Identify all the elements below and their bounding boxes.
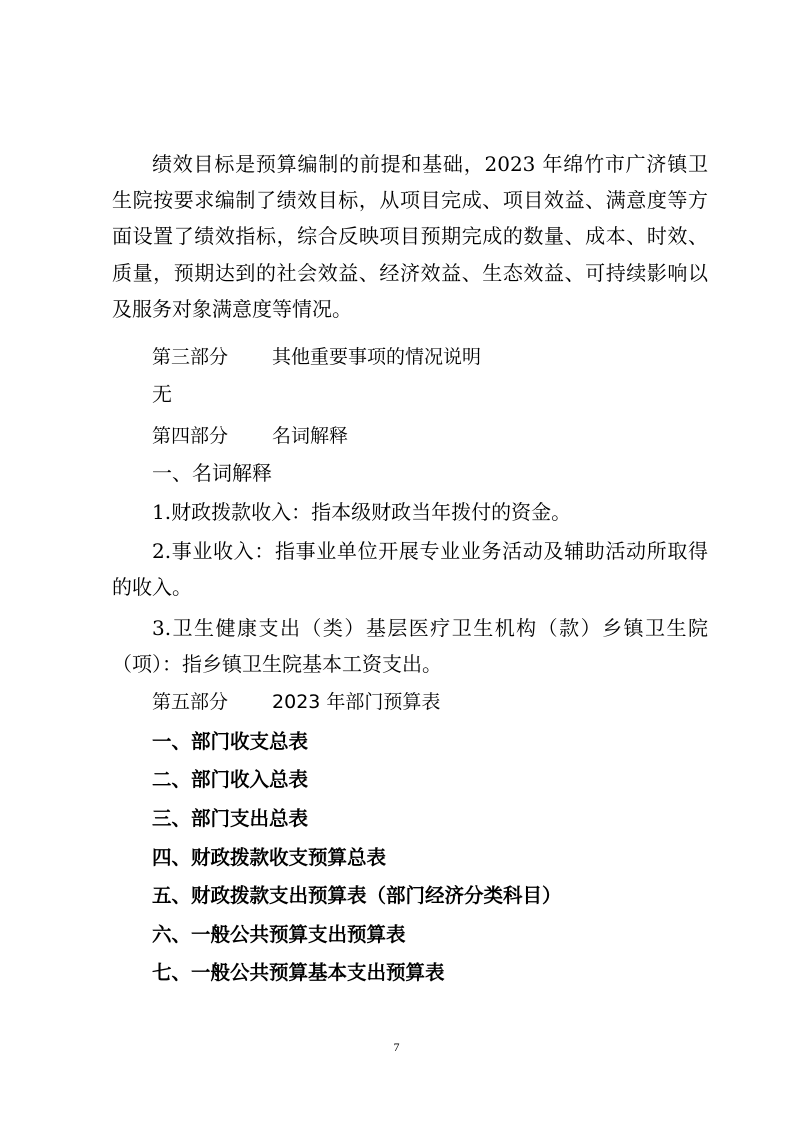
definition-item-1: 1.财政拨款收入：指本级财政当年拨付的资金。 (152, 500, 572, 524)
page-number: 7 (393, 1040, 400, 1054)
table-list-item: 二、部门收入总表 (152, 768, 309, 791)
part5-label: 第五部分 (152, 691, 229, 713)
table-list-item: 三、部门支出总表 (152, 807, 309, 830)
table-list-item: 四、财政拨款收支预算总表 (152, 846, 387, 869)
intro-paragraph: 绩效目标是预算编制的前提和基础，2023 年绵竹市广济镇卫生院按要求编制了绩效目标，从项目完成、项目效益、满意度等方面设置了绩效指标，综合反映项目预期完成的数量、成本、时效、质量，预期达到的社会效益、经济效益、生态效益、可持续影响以及服务对象满意度等情况。 (112, 152, 708, 321)
part5-heading (152, 684, 440, 720)
part4-label: 第四部分 (152, 425, 229, 447)
table-list-item: 七、一般公共预算基本支出预算表 (152, 961, 445, 984)
part3-content: 无 (152, 382, 172, 406)
part3-heading (152, 339, 481, 375)
part4-heading (152, 418, 348, 454)
table-list-item: 五、财政拨款支出预算表（部门经济分类科目） (152, 884, 562, 907)
part3-title: 其他重要事项的情况说明 (272, 346, 482, 368)
part3-label: 第三部分 (152, 346, 229, 368)
part4-title: 名词解释 (272, 425, 349, 447)
definition-item-2: 2.事业收入：指事业单位开展专业业务活动及辅助活动所取得的收入。 (112, 539, 708, 600)
part4-subheading: 一、名词解释 (152, 461, 272, 485)
part5-title: 2023 年部门预算表 (272, 691, 441, 713)
table-list-item: 六、一般公共预算支出预算表 (152, 923, 406, 946)
table-list-item: 一、部门收支总表 (152, 730, 309, 753)
definition-item-3: 3.卫生健康支出（类）基层医疗卫生机构（款）乡镇卫生院（项）：指乡镇卫生院基本工资支出。 (112, 616, 708, 677)
